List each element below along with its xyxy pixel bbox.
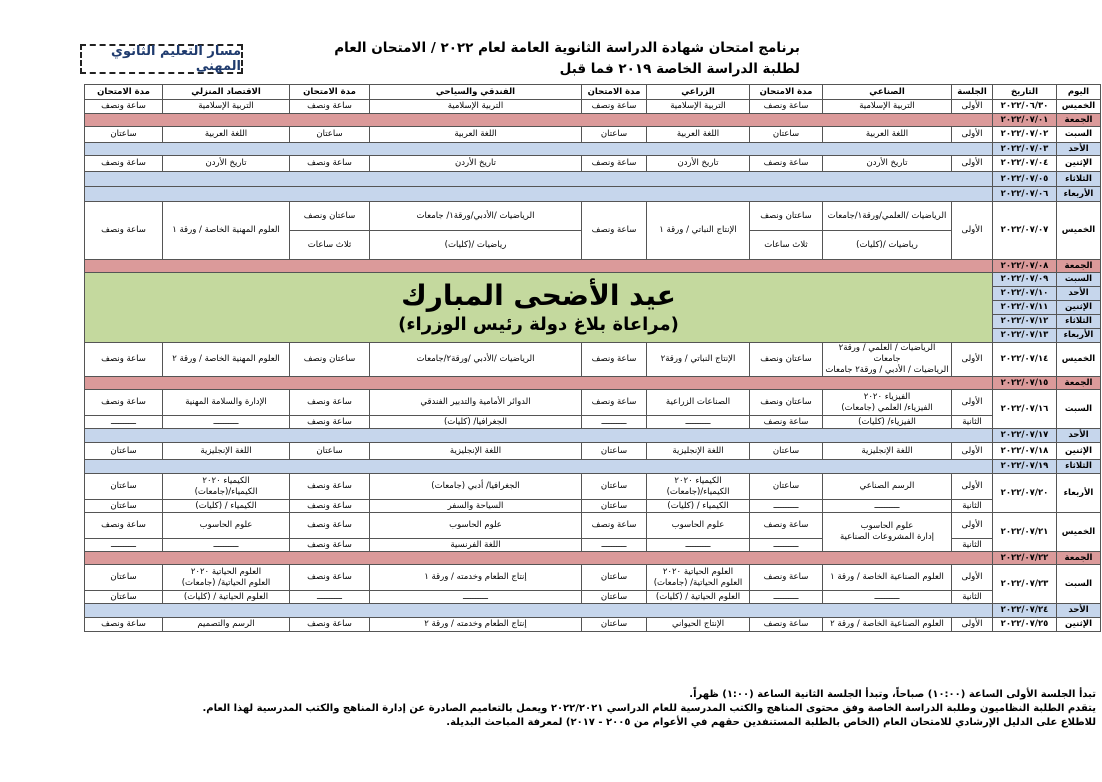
day-cell: الإثنين xyxy=(1057,443,1101,460)
session-cell: الأولى xyxy=(952,474,993,500)
table-row xyxy=(85,552,1101,565)
col-home-econ: الاقتصاد المنزلي xyxy=(163,85,290,100)
table-row xyxy=(85,460,1101,474)
subject-cell: اللغة العربية xyxy=(163,127,290,143)
date-cell: ٢٠٢٢/٠٧/٠٥ xyxy=(993,172,1057,187)
table-row xyxy=(85,172,1101,187)
duration-cell: ساعة ونصف xyxy=(85,156,163,172)
subject-cell: الكيمياء / (كليات) xyxy=(163,500,290,513)
day-cell: الخميس xyxy=(1057,343,1101,377)
session-cell: الأولى xyxy=(952,618,993,632)
table-row xyxy=(85,377,1101,390)
date-cell: ٢٠٢٢/٠٧/٢٠ xyxy=(993,474,1057,513)
day-cell: الثلاثاء xyxy=(1057,172,1101,187)
table-row xyxy=(85,114,1101,127)
holiday-subtitle: (مراعاة بلاغ دولة رئيس الوزراء) xyxy=(398,313,679,335)
subject-cell xyxy=(647,565,750,591)
duration-cell: ساعة ونصف xyxy=(85,618,163,632)
table-row xyxy=(85,474,1101,500)
duration-cell: ساعتان ونصف xyxy=(750,390,823,416)
duration-cell: ساعتان xyxy=(750,474,823,500)
subject-cell: التربية الإسلامية xyxy=(163,100,290,114)
duration-cell: ساعة ونصف xyxy=(582,100,647,114)
exam-schedule-table xyxy=(84,84,1101,632)
col-hotel: الفندقي والسياحي xyxy=(370,85,582,100)
subject-cell: تاريخ الأردن xyxy=(647,156,750,172)
subject-cell: العلوم الحياتية / (كليات) xyxy=(163,591,290,604)
empty-cell xyxy=(85,552,993,565)
empty-cell xyxy=(85,114,993,127)
duration-cell: ساعة ونصف xyxy=(750,156,823,172)
subject-line: العلوم الحياتية ٢٠٢٠ xyxy=(190,566,262,577)
subject-line: الرياضيات / العلمي / ورقة٢ جامعات xyxy=(838,343,936,364)
table-row xyxy=(85,273,1101,287)
empty-cell xyxy=(85,377,993,390)
title-line-2: لطلبة الدراسة الخاصة ٢٠١٩ فما قبل xyxy=(559,61,800,77)
dash-cell: ــــــــــ xyxy=(370,591,582,604)
date-cell: ٢٠٢٢/٠٧/١١ xyxy=(993,301,1057,315)
duration-cell: ساعة ونصف xyxy=(750,100,823,114)
date-cell: ٢٠٢٢/٠٧/٠٧ xyxy=(993,202,1057,260)
subject-line: العلوم الحياتية ٢٠٢٠ xyxy=(662,566,734,577)
subject-line: الكيمياء/(جامعات) xyxy=(194,486,258,497)
subject-cell: رياضيات /(كليات) xyxy=(823,231,952,260)
date-cell: ٢٠٢٢/٠٧/٢٤ xyxy=(993,604,1057,618)
subject-cell: اللغة الإنجليزية xyxy=(163,443,290,460)
table-row xyxy=(85,143,1101,156)
duration-cell: ساعتان xyxy=(290,443,370,460)
day-cell: السبت xyxy=(1057,273,1101,287)
day-cell: السبت xyxy=(1057,390,1101,429)
subject-line: الكيمياء ٢٠٢٠ xyxy=(674,475,722,486)
subject-cell: الجغرافيا/ أدبي (جامعات) xyxy=(370,474,582,500)
subject-cell: الإنتاج النباتي / ورقة ١ xyxy=(647,202,750,260)
date-cell: ٢٠٢٢/٠٧/١٧ xyxy=(993,429,1057,443)
subject-line: العلوم الحياتية/ (جامعات) xyxy=(181,577,271,588)
duration-cell: ساعة ونصف xyxy=(750,513,823,539)
duration-cell: ساعة ونصف xyxy=(582,513,647,539)
duration-cell: ساعة ونصف xyxy=(290,390,370,416)
subject-cell: الرياضيات /العلمي/ورقة١/جامعات xyxy=(823,202,952,231)
col-duration: مدة الامتحان xyxy=(750,85,823,100)
subject-cell: الإنتاج النباتي / ورقة٢ xyxy=(647,343,750,377)
duration-cell: ساعتان xyxy=(85,591,163,604)
duration-cell: ثلاث ساعات xyxy=(290,231,370,260)
duration-cell: ساعتان xyxy=(582,500,647,513)
table-row xyxy=(85,260,1101,273)
day-cell: الأحد xyxy=(1057,429,1101,443)
duration-cell: ساعتان xyxy=(85,443,163,460)
duration-cell: ساعة ونصف xyxy=(582,390,647,416)
subject-cell: العلوم الصناعية الخاصة / ورقة ١ xyxy=(823,565,952,591)
day-cell: الإثنين xyxy=(1057,156,1101,172)
date-cell: ٢٠٢٢/٠٧/١٣ xyxy=(993,329,1057,343)
holiday-banner xyxy=(85,273,993,343)
subject-cell: إنتاج الطعام وخدمته / ورقة ١ xyxy=(370,565,582,591)
table-row xyxy=(85,500,1101,513)
session-cell: الأولى xyxy=(952,343,993,377)
duration-cell: ساعة ونصف xyxy=(582,343,647,377)
subject-cell: العلوم المهنية الخاصة / ورقة ٢ xyxy=(163,343,290,377)
subject-cell: تاريخ الأردن xyxy=(163,156,290,172)
subject-line: العلوم الحياتية/ (جامعات) xyxy=(653,577,743,588)
subject-line: الكيمياء/(جامعات) xyxy=(666,486,730,497)
dash-cell: ــــــــــ xyxy=(163,539,290,552)
duration-cell: ساعة ونصف xyxy=(582,156,647,172)
duration-cell: ساعتان xyxy=(582,618,647,632)
duration-cell: ساعة ونصف xyxy=(85,343,163,377)
subject-cell: العلوم المهنية الخاصة / ورقة ١ xyxy=(163,202,290,260)
subject-line: علوم الحاسوب xyxy=(860,521,914,531)
table-row xyxy=(85,156,1101,172)
dash-cell: ــــــــــ xyxy=(163,416,290,429)
table-row xyxy=(85,416,1101,429)
subject-cell: الرياضيات /الأدبي/ورقة١/ جامعات xyxy=(370,202,582,231)
date-cell: ٢٠٢٢/٠٧/٠٩ xyxy=(993,273,1057,287)
subject-cell: التربية الإسلامية xyxy=(370,100,582,114)
col-duration: مدة الامتحان xyxy=(85,85,163,100)
duration-cell: ساعتان xyxy=(290,127,370,143)
empty-cell xyxy=(85,143,993,156)
subject-cell: اللغة الإنجليزية xyxy=(647,443,750,460)
header-row xyxy=(85,85,1101,100)
subject-cell: إنتاج الطعام وخدمته / ورقة ٢ xyxy=(370,618,582,632)
duration-cell: ساعتان xyxy=(85,565,163,591)
session-cell: الثانية xyxy=(952,416,993,429)
duration-cell: ساعتان xyxy=(750,443,823,460)
duration-cell: ساعتان ونصف xyxy=(290,343,370,377)
dash-cell: ــــــــــ xyxy=(750,591,823,604)
date-cell: ٢٠٢٢/٠٧/٠٣ xyxy=(993,143,1057,156)
duration-cell: ساعتان xyxy=(582,591,647,604)
table-row xyxy=(85,100,1101,114)
subject-cell xyxy=(163,565,290,591)
subject-cell: علوم الحاسوب xyxy=(647,513,750,539)
col-session: الجلسة xyxy=(952,85,993,100)
subject-cell: الفيزياء/ (كليات) xyxy=(823,416,952,429)
duration-cell: ساعتان xyxy=(85,500,163,513)
table-row xyxy=(85,127,1101,143)
session-cell: الأولى xyxy=(952,202,993,260)
duration-cell: ساعتان ونصف xyxy=(290,202,370,231)
dash-cell: ــــــــــ xyxy=(823,500,952,513)
subject-cell: اللغة العربية xyxy=(647,127,750,143)
session-cell: الأولى xyxy=(952,443,993,460)
table-row xyxy=(85,202,1101,231)
date-cell: ٢٠٢٢/٠٧/١٤ xyxy=(993,343,1057,377)
session-cell: الأولى xyxy=(952,565,993,591)
date-cell: ٢٠٢٢/٠٧/١٢ xyxy=(993,315,1057,329)
duration-cell: ساعتان xyxy=(85,474,163,500)
duration-cell: ساعة ونصف xyxy=(85,202,163,260)
subject-cell: الكيمياء / (كليات) xyxy=(647,500,750,513)
subject-cell: رياضيات /(كليات) xyxy=(370,231,582,260)
empty-cell xyxy=(85,604,993,618)
note-1: تبدأ الجلسة الأولى الساعة (١٠:٠٠) صباحاً، وتبدأ الجلسة الثانية الساعة (١:٠٠) ظهراً. xyxy=(689,689,1096,700)
note-3: للاطلاع على الدليل الإرشادي للامتحان العام (الخاص بالطلبة المستنفدين حقهم في الأعوام من ٢٠٠٥ - ٢٠١٧) لمعرفة المباحث البديلة. xyxy=(446,717,1096,728)
duration-cell: ساعة ونصف xyxy=(290,474,370,500)
subject-cell: العلوم الحياتية / (كليات) xyxy=(647,591,750,604)
duration-cell: ساعتان xyxy=(582,474,647,500)
duration-cell: ساعة ونصف xyxy=(290,618,370,632)
table-row xyxy=(85,513,1101,539)
day-cell: الخميس xyxy=(1057,513,1101,552)
duration-cell: ساعة ونصف xyxy=(85,390,163,416)
duration-cell: ساعة ونصف xyxy=(290,416,370,429)
day-cell: الخميس xyxy=(1057,100,1101,114)
duration-cell: ساعة ونصف xyxy=(582,202,647,260)
dash-cell: ــــــــــ xyxy=(750,539,823,552)
date-cell: ٢٠٢٢/٠٧/٢٣ xyxy=(993,565,1057,604)
title-line-1: برنامج امتحان شهادة الدراسة الثانوية العامة لعام ٢٠٢٢ / الامتحان العام xyxy=(334,40,800,56)
day-cell: الأربعاء xyxy=(1057,474,1101,513)
date-cell: ٢٠٢٢/٠٧/٢١ xyxy=(993,513,1057,552)
subject-cell xyxy=(823,343,952,377)
day-cell: الجمعة xyxy=(1057,552,1101,565)
subject-cell: اللغة الإنجليزية xyxy=(370,443,582,460)
subject-cell: علوم الحاسوب xyxy=(163,513,290,539)
dash-cell: ــــــــــ xyxy=(647,416,750,429)
date-cell: ٢٠٢٢/٠٧/٢٢ xyxy=(993,552,1057,565)
day-cell: الإثنين xyxy=(1057,301,1101,315)
dash-cell: ــــــــــ xyxy=(750,500,823,513)
table-row xyxy=(85,604,1101,618)
footer-notes xyxy=(84,688,1096,730)
dash-cell: ــــــــــ xyxy=(582,416,647,429)
table-row xyxy=(85,429,1101,443)
subject-cell: الرياضيات /الأدبي /ورقة٢/جامعات xyxy=(370,343,582,377)
date-cell: ٢٠٢٢/٠٧/٠٢ xyxy=(993,127,1057,143)
dash-cell: ــــــــــ xyxy=(85,539,163,552)
date-cell: ٢٠٢٢/٠٧/١٥ xyxy=(993,377,1057,390)
dash-cell: ــــــــــ xyxy=(647,539,750,552)
day-cell: الإثنين xyxy=(1057,618,1101,632)
subject-cell: اللغة الإنجليزية xyxy=(823,443,952,460)
subject-cell: الرسم والتصميم xyxy=(163,618,290,632)
duration-cell: ساعة ونصف xyxy=(290,513,370,539)
subject-cell: الإنتاج الحيواني xyxy=(647,618,750,632)
subject-cell: التربية الإسلامية xyxy=(647,100,750,114)
date-cell: ٢٠٢٢/٠٧/٠٦ xyxy=(993,187,1057,202)
subject-cell xyxy=(823,513,952,552)
subject-cell xyxy=(163,474,290,500)
subject-cell: تاريخ الأردن xyxy=(823,156,952,172)
duration-cell: ساعتان xyxy=(582,443,647,460)
day-cell: الأحد xyxy=(1057,287,1101,301)
table-row xyxy=(85,618,1101,632)
empty-cell xyxy=(85,260,993,273)
empty-cell xyxy=(85,187,993,202)
dash-cell: ــــــــــ xyxy=(582,539,647,552)
duration-cell: ثلاث ساعات xyxy=(750,231,823,260)
table-row xyxy=(85,591,1101,604)
subject-cell: علوم الحاسوب xyxy=(370,513,582,539)
subject-cell: الدوائر الأمامية والتدبير الفندقي xyxy=(370,390,582,416)
session-cell: الأولى xyxy=(952,127,993,143)
subject-line: الكيمياء ٢٠٢٠ xyxy=(202,475,250,486)
subject-cell xyxy=(823,390,952,416)
session-cell: الأولى xyxy=(952,513,993,539)
date-cell: ٢٠٢٢/٠٧/١٠ xyxy=(993,287,1057,301)
subject-cell: الجغرافيا/ (كليات) xyxy=(370,416,582,429)
duration-cell: ساعة ونصف xyxy=(290,100,370,114)
duration-cell: ساعة ونصف xyxy=(750,416,823,429)
track-label: مسار التعليم الثانوي المهني xyxy=(111,44,241,74)
day-cell: السبت xyxy=(1057,127,1101,143)
date-cell: ٢٠٢٢/٠٧/٠٤ xyxy=(993,156,1057,172)
day-cell: الجمعة xyxy=(1057,260,1101,273)
holiday-title: عيد الأضحى المبارك xyxy=(401,278,676,312)
date-cell: ٢٠٢٢/٠٧/١٩ xyxy=(993,460,1057,474)
session-cell: الثانية xyxy=(952,539,993,552)
session-cell: الأولى xyxy=(952,390,993,416)
subject-cell: تاريخ الأردن xyxy=(370,156,582,172)
subject-cell xyxy=(647,474,750,500)
col-date: التاريخ xyxy=(993,85,1057,100)
date-cell: ٢٠٢٢/٠٧/٢٥ xyxy=(993,618,1057,632)
dash-cell: ــــــــــ xyxy=(290,591,370,604)
page-title xyxy=(330,38,800,80)
day-cell: الأربعاء xyxy=(1057,329,1101,343)
col-duration: مدة الامتحان xyxy=(582,85,647,100)
empty-cell xyxy=(85,460,993,474)
duration-cell: ساعتان xyxy=(582,127,647,143)
date-cell: ٢٠٢٢/٠٧/١٨ xyxy=(993,443,1057,460)
note-2: يتقدم الطلبة النظاميون وطلبة الدراسة الخاصة وفق محتوى المناهج والكتب المدرسية للعام الدراسي ٢٠٢٢/٢٠٢١ ويعمل بالتعاميم الصادرة عن إدارة المناهج والكتب المدرسية لهذا العام. xyxy=(202,703,1096,714)
subject-cell: التربية الإسلامية xyxy=(823,100,952,114)
duration-cell: ساعة ونصف xyxy=(290,539,370,552)
day-cell: الأحد xyxy=(1057,143,1101,156)
day-cell: الأربعاء xyxy=(1057,187,1101,202)
day-cell: الخميس xyxy=(1057,202,1101,260)
table-row xyxy=(85,343,1101,377)
session-cell: الثانية xyxy=(952,591,993,604)
date-cell: ٢٠٢٢/٠٧/٠٨ xyxy=(993,260,1057,273)
subject-cell: العلوم الصناعية الخاصة / ورقة ٢ xyxy=(823,618,952,632)
duration-cell: ساعتان ونصف xyxy=(750,202,823,231)
subject-line: إدارة المشروعات الصناعية xyxy=(839,532,935,542)
day-cell: الثلاثاء xyxy=(1057,315,1101,329)
subject-cell: الصناعات الزراعية xyxy=(647,390,750,416)
session-cell: الثانية xyxy=(952,500,993,513)
table-row xyxy=(85,187,1101,202)
day-cell: الأحد xyxy=(1057,604,1101,618)
duration-cell: ساعة ونصف xyxy=(290,156,370,172)
day-cell: الجمعة xyxy=(1057,114,1101,127)
subject-cell: اللغة العربية xyxy=(823,127,952,143)
date-cell: ٢٠٢٢/٠٧/٠١ xyxy=(993,114,1057,127)
subject-cell: اللغة العربية xyxy=(370,127,582,143)
duration-cell: ساعة ونصف xyxy=(750,618,823,632)
empty-cell xyxy=(85,429,993,443)
duration-cell: ساعتان xyxy=(85,127,163,143)
col-industrial: الصناعي xyxy=(823,85,952,100)
duration-cell: ساعة ونصف xyxy=(290,565,370,591)
date-cell: ٢٠٢٢/٠٦/٣٠ xyxy=(993,100,1057,114)
duration-cell: ساعة ونصف xyxy=(85,100,163,114)
duration-cell: ساعتان xyxy=(750,127,823,143)
col-agricultural: الزراعي xyxy=(647,85,750,100)
subject-line: الفيزياء/ العلمي (جامعات) xyxy=(841,402,933,413)
date-cell: ٢٠٢٢/٠٧/١٦ xyxy=(993,390,1057,429)
subject-cell: السياحة والسفر xyxy=(370,500,582,513)
session-cell: الأولى xyxy=(952,156,993,172)
duration-cell: ساعة ونصف xyxy=(290,500,370,513)
subject-cell: الرسم الصناعي xyxy=(823,474,952,500)
session-cell: الأولى xyxy=(952,100,993,114)
duration-cell: ساعة ونصف xyxy=(750,565,823,591)
day-cell: الجمعة xyxy=(1057,377,1101,390)
table-row xyxy=(85,565,1101,591)
table-row xyxy=(85,390,1101,416)
duration-cell: ساعتان xyxy=(582,565,647,591)
subject-line: الفيزياء ٢٠٢٠ xyxy=(863,391,911,402)
subject-cell: اللغة الفرنسية xyxy=(370,539,582,552)
col-duration: مدة الامتحان xyxy=(290,85,370,100)
day-cell: الثلاثاء xyxy=(1057,460,1101,474)
duration-cell: ساعتان ونصف xyxy=(750,343,823,377)
track-label-box xyxy=(80,44,243,74)
dash-cell: ــــــــــ xyxy=(823,591,952,604)
duration-cell: ساعة ونصف xyxy=(85,513,163,539)
dash-cell: ــــــــــ xyxy=(85,416,163,429)
empty-cell xyxy=(85,172,993,187)
subject-cell: الإدارة والسلامة المهنية xyxy=(163,390,290,416)
table-row xyxy=(85,443,1101,460)
day-cell: السبت xyxy=(1057,565,1101,604)
col-day: اليوم xyxy=(1057,85,1101,100)
subject-line: الرياضيات / الأدبي / ورقة٢ جامعات xyxy=(825,365,949,375)
